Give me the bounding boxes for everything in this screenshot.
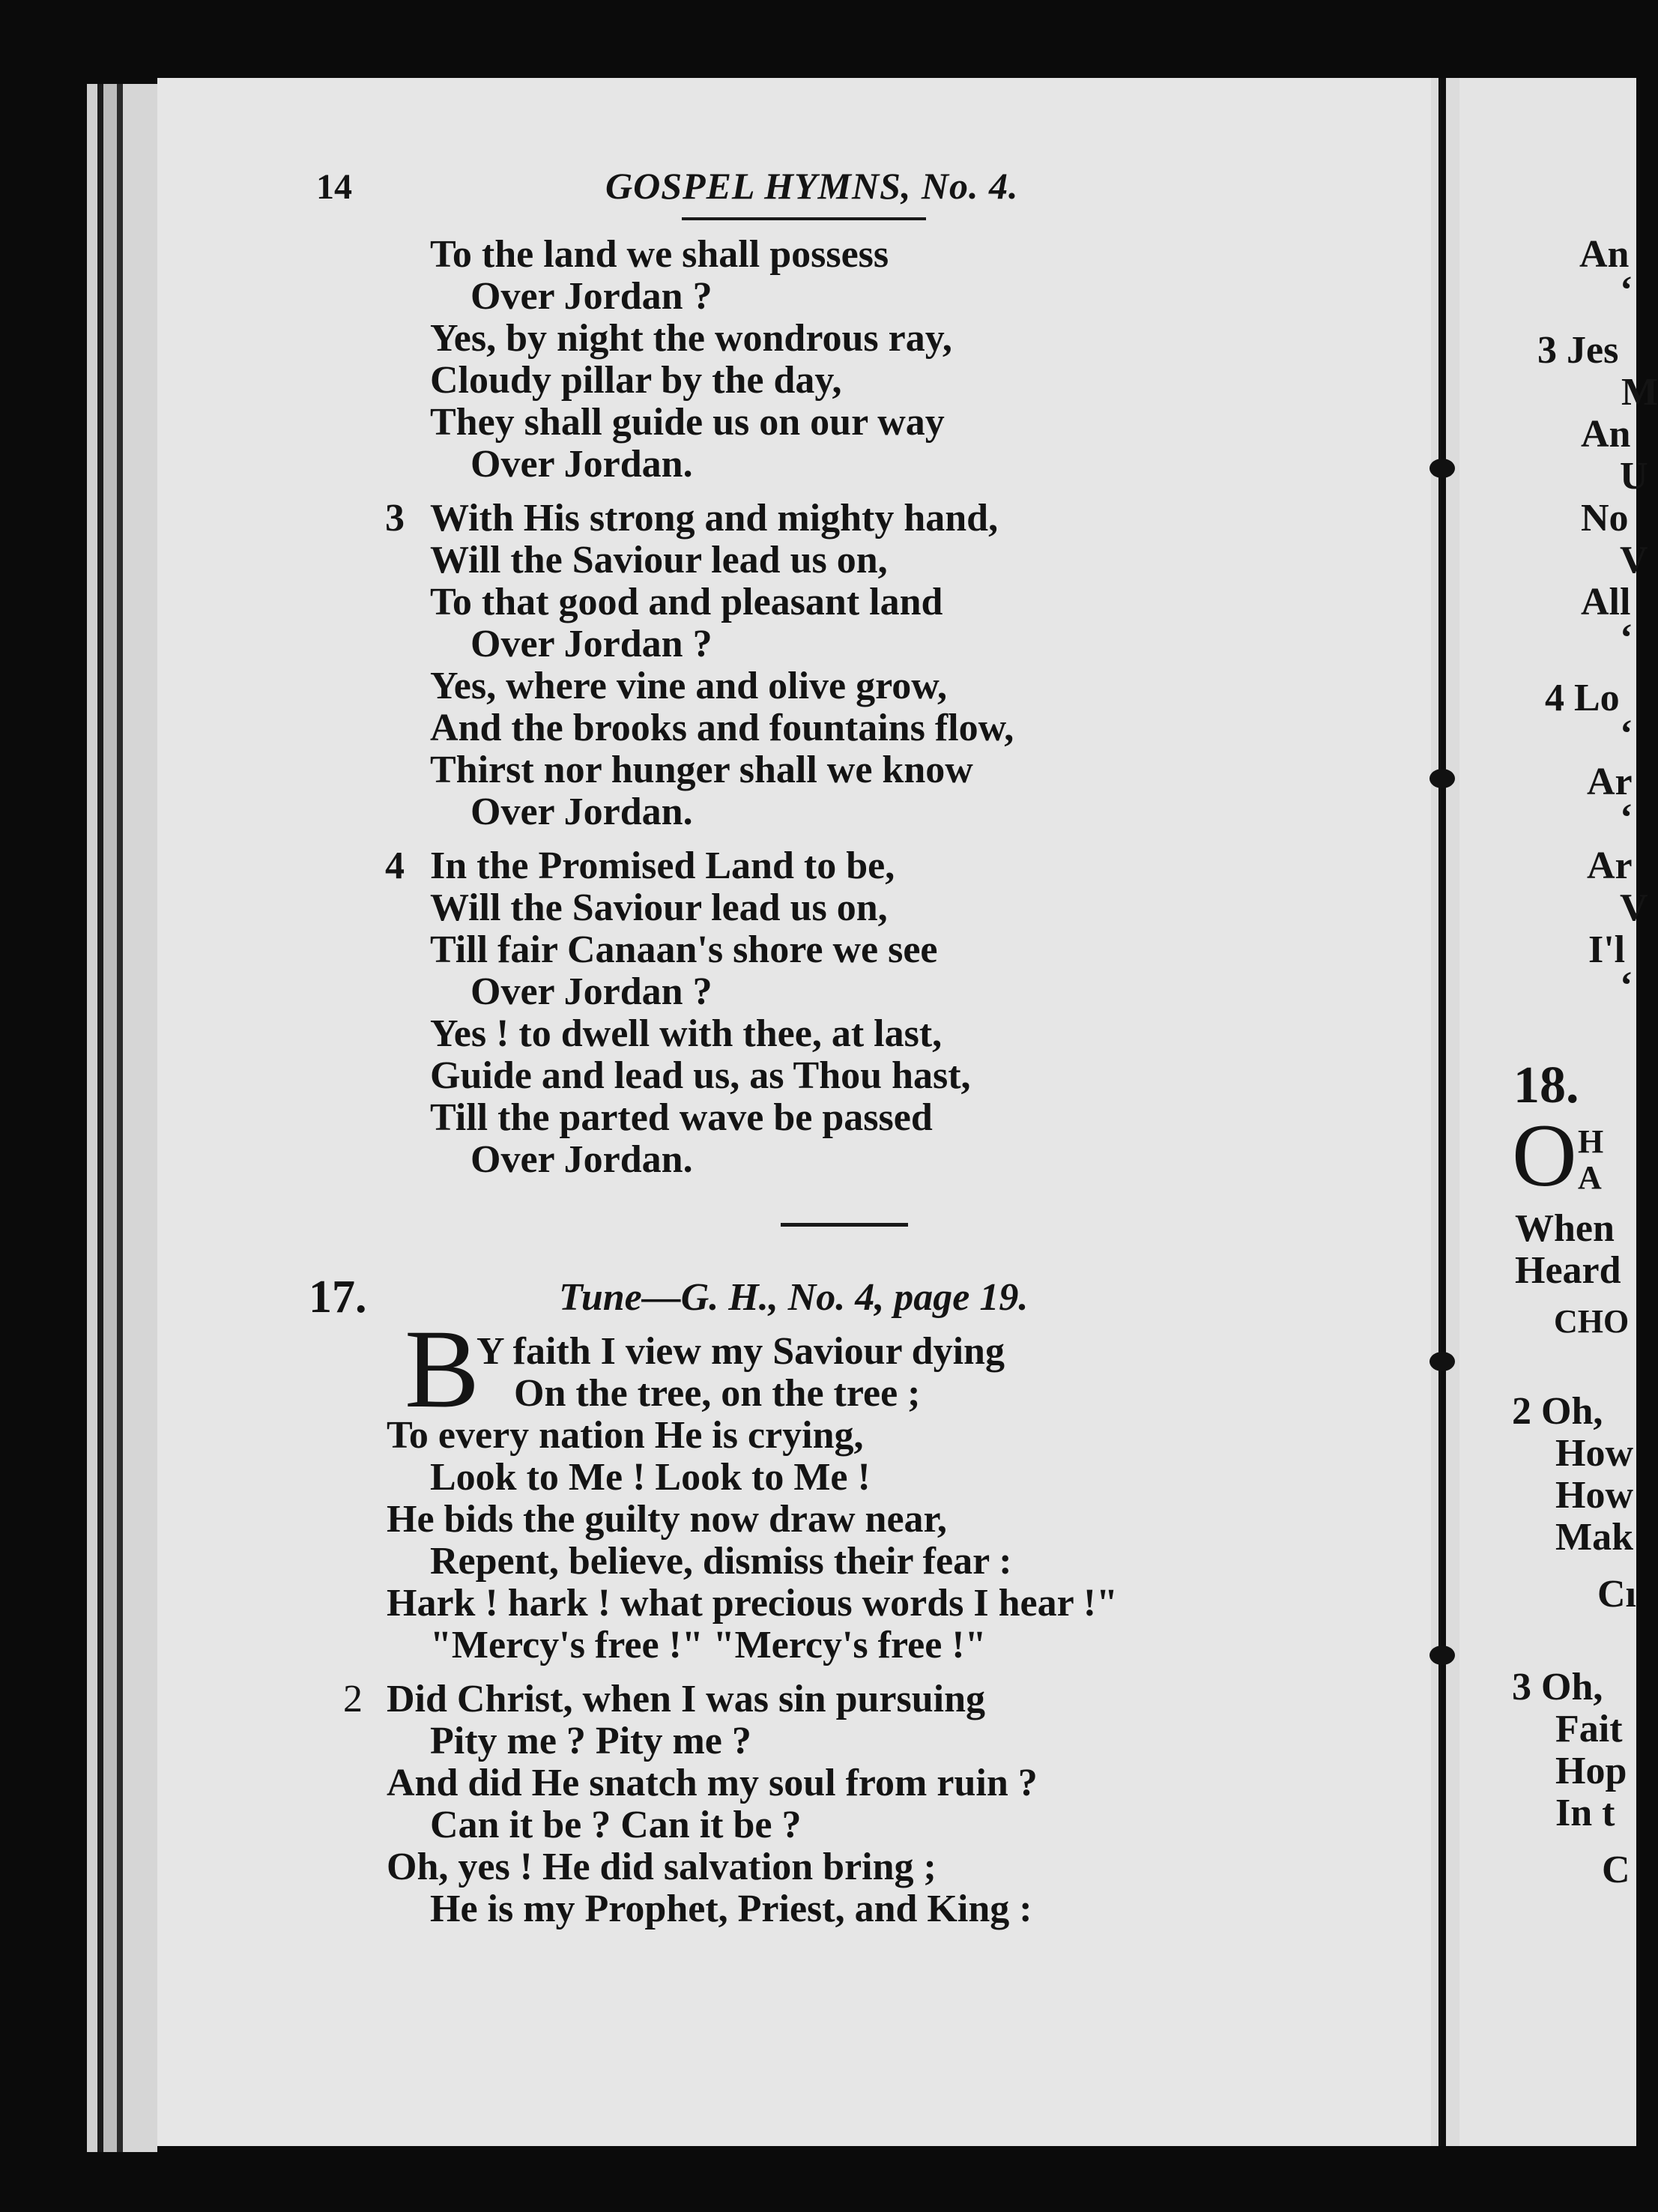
right-fragment: Hop [1555, 1750, 1627, 1792]
right-fragment: How [1555, 1474, 1633, 1517]
right-fragment: When [1515, 1207, 1615, 1250]
hymn17-line: He is my Prophet, Priest, and King : [430, 1888, 1032, 1930]
hymn16-line: Over Jordan. [471, 791, 693, 833]
right-fragment: Fait [1555, 1708, 1623, 1750]
binding-stitch [1429, 769, 1455, 788]
right-fragment: All [1581, 581, 1631, 623]
drop-cap: B [405, 1307, 480, 1431]
hymn17-line: On the tree, on the tree ; [514, 1372, 921, 1415]
hymn16-line: Till the parted wave be passed [430, 1096, 933, 1139]
hymn-separator [781, 1223, 908, 1227]
right-fragment: CHO [1554, 1303, 1630, 1340]
tune-reference: Tune—G. H., No. 4, page 19. [559, 1276, 1029, 1319]
right-fragment: Mak [1555, 1516, 1633, 1559]
hymn16-line: Over Jordan ? [471, 970, 712, 1013]
right-fragment: Ar [1587, 844, 1633, 887]
hymn16-line: Cloudy pillar by the day, [430, 359, 842, 402]
binding-stitch [1429, 459, 1455, 478]
hymn16-line: And the brooks and fountains flow, [430, 707, 1014, 749]
hymn16-line: Yes, by night the wondrous ray, [430, 317, 952, 360]
hymn16-line: Over Jordan. [471, 1138, 693, 1181]
hymn17-line: Can it be ? Can it be ? [430, 1804, 802, 1846]
binding-stitch [1429, 1646, 1455, 1665]
right-fragment: An [1579, 233, 1630, 276]
hymn16-line: Guide and lead us, as Thou hast, [430, 1054, 971, 1097]
right-fragment: In t [1555, 1792, 1615, 1834]
hymn-number: 17. [309, 1272, 367, 1323]
verse-number: 3 [385, 497, 405, 540]
hymn16-line: In the Promised Land to be, [430, 844, 895, 887]
binding-stitch [1429, 1352, 1455, 1371]
hymn16-line: Over Jordan ? [471, 275, 712, 318]
right-fragment: Heard [1515, 1249, 1621, 1292]
right-fragment: ‘ [1620, 713, 1633, 755]
hymn16-line: Till fair Canaan's shore we see [430, 928, 938, 971]
right-fragment: ‘ [1620, 964, 1633, 1007]
verse-number: 4 [385, 844, 405, 887]
right-fragment: An [1581, 413, 1631, 456]
hymn16-line: To the land we shall possess [430, 233, 889, 276]
hymn16-line: With His strong and mighty hand, [430, 497, 999, 540]
right-fragment: C [1602, 1849, 1630, 1891]
hymn17-line: To every nation He is crying, [387, 1414, 864, 1457]
book-binding-edge [87, 84, 157, 2152]
right-fragment: How [1555, 1432, 1633, 1475]
hymn17-line: Look to Me ! Look to Me ! [430, 1456, 871, 1499]
hymn17-line: And did He snatch my soul from ruin ? [387, 1762, 1038, 1804]
right-fragment: Ar [1587, 761, 1633, 803]
hymn17-line: Y faith I view my Saviour dying [476, 1330, 1005, 1373]
hymn16-line: Over Jordan ? [471, 623, 712, 665]
hymn16-line: Yes, where vine and olive grow, [430, 665, 947, 707]
hymn17-line: Pity me ? Pity me ? [430, 1720, 751, 1762]
right-fragment: 4 Lo [1545, 677, 1620, 719]
right-fragment: M [1621, 371, 1658, 414]
hymn17-line: Oh, yes ! He did salvation bring ; [387, 1846, 937, 1888]
right-fragment: A [1578, 1159, 1602, 1196]
right-fragment: V [1620, 539, 1648, 581]
left-page [157, 78, 1431, 2146]
right-fragment: U [1620, 455, 1648, 498]
right-fragment: ‘ [1620, 617, 1633, 659]
hymn16-line: Yes ! to dwell with thee, at last, [430, 1012, 943, 1055]
hymn17-line: Did Christ, when I was sin pursuing [387, 1678, 986, 1720]
hymn17-line: "Mercy's free !" "Mercy's free !" [430, 1624, 987, 1666]
hymn16-line: Will the Saviour lead us on, [430, 539, 888, 581]
header-rule [682, 217, 926, 220]
hymn17-line: He bids the guilty now draw near, [387, 1498, 947, 1541]
hymn16-line: To that good and pleasant land [430, 581, 943, 623]
verse-number: 2 [343, 1678, 363, 1720]
drop-cap: O [1512, 1105, 1577, 1205]
hymn16-line: Over Jordan. [471, 443, 693, 486]
hymn17-line: Repent, believe, dismiss their fear : [430, 1540, 1012, 1583]
right-fragment: 3 Oh, [1512, 1666, 1603, 1708]
running-title: GOSPEL HYMNS, No. 4. [605, 165, 1019, 207]
hymn-number: 18. [1513, 1057, 1579, 1114]
right-fragment: 3 Jes [1537, 329, 1619, 372]
gutter-spine-line [1438, 78, 1446, 2146]
right-fragment: Cı [1597, 1573, 1636, 1616]
right-fragment: I'l [1588, 928, 1626, 971]
right-fragment: ‘ [1620, 797, 1633, 839]
hymn16-line: Thirst nor hunger shall we know [430, 749, 973, 791]
right-fragment: V [1620, 886, 1648, 929]
right-fragment: 2 Oh, [1512, 1390, 1603, 1433]
right-fragment: H [1578, 1123, 1604, 1160]
hymn17-line: Hark ! hark ! what precious words I hear !" [387, 1582, 1118, 1625]
hymn16-line: Will the Saviour lead us on, [430, 886, 888, 929]
right-fragment: No [1581, 497, 1629, 540]
hymn16-line: They shall guide us on our way [430, 401, 945, 444]
right-fragment: ‘ [1620, 269, 1633, 312]
right-page-fragment [1459, 78, 1658, 2146]
page-number: 14 [316, 167, 352, 207]
